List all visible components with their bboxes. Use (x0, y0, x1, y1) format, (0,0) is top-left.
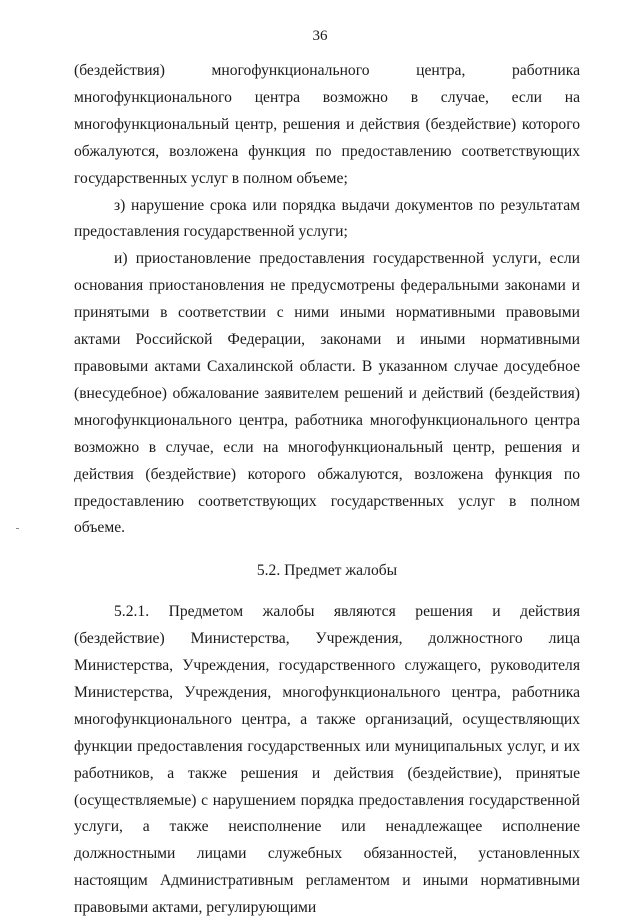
document-body (74, 58, 580, 922)
section-title: 5.2. Предмет жалобы (256, 562, 398, 580)
page-number: 36 (312, 28, 328, 44)
paragraph-continuation: (бездействия) многофункционального центра, работника многофункционального центра возможно в случае, если на многофункциональный центр, решения и действия (бездействие) которого обжалуются, возложена функция по предоставлению соответствующих государственных услуг в полном объеме; (74, 62, 580, 187)
paragraph-item-z: з) нарушение срока или порядка выдачи документов по результатам предоставления государственной услуги; (74, 196, 580, 241)
paragraph-item-i: и) приостановление предоставления государственной услуги, если основания приостановления не предусмотрены федеральными законами и принятыми в соответствии с ними иными нормативными правовыми актами Российской Федерации, законами и иными нормативными правовыми актами Сахалинской области. В указанном случае досудебное (внесудебное) обжалование заявителем решений и действий (бездействия) многофункционального центра, работника многофункционального центра возможно в случае, если на многофункциональный центр, решения и действия (бездействие) которого обжалуются, возложена функция по предоставлению соответствующих государственных услуг в полном объеме. (74, 250, 580, 537)
scan-edge-mark (16, 528, 19, 529)
paragraph-5-2-1: 5.2.1. Предметом жалобы являются решения и действия (бездействие) Министерства, Учреждения, должностного лица Министерства, Учреждения, государственного служащего, руководителя Министерства, Учреждения, многофункционального центра, работника многофункционального центра, а также организаций, осуществляющих функции предоставления государственных или муниципальных услуг, и их работников, а также решения и действия (бездействие), принятые (осуществляемые) с нарушением порядка предоставления государственной услуги, а также неисполнение или ненадлежащее исполнение должностными лицами служебных обязанностей, установленных настоящим Административным регламентом и иными нормативными правовыми актами, регулирующими (74, 603, 580, 917)
